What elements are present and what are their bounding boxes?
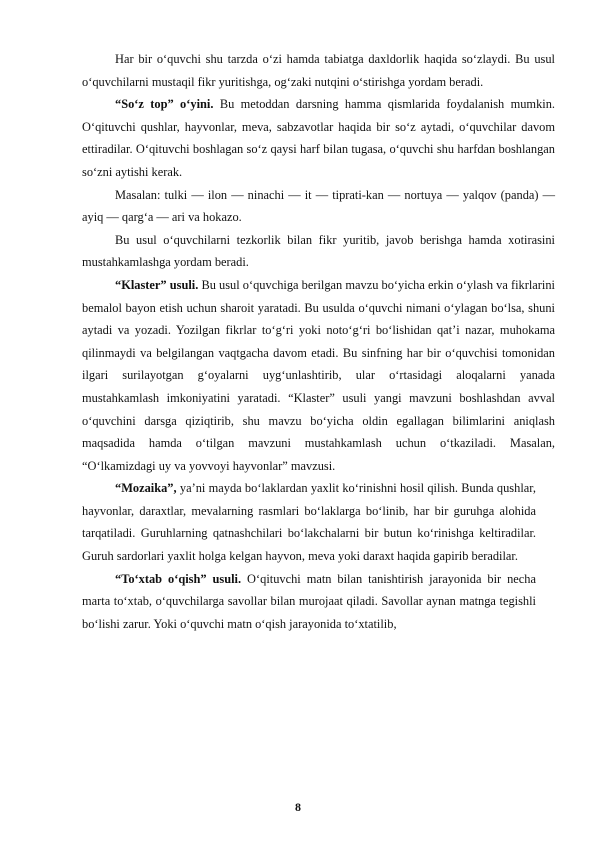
paragraph-4-text: Bu usul o‘quvchilarni tezkorlik bilan fikr yuritib, javob berishga hamda xotirasini mustahkamlashga yordam beradi. [82,232,555,270]
paragraph-soz-top [82,93,555,183]
paragraph-example-text: Masalan: tulki — ilon — ninachi — it — tiprati-kan — nortuya — yalqov (panda) — ayiq — qarg‘a — ari va hokazo. [82,187,555,225]
paragraph-toxtab-oqish-text: O‘qituvchi matn bilan tanishtirish jarayonida bir necha marta to‘xtab, o‘quvchilarga savollar bilan murojaat qiladi. Savollar aynan matnga tegishli bo‘lishi zarur. Yoki o‘quvchi matn o‘qish jarayonida to‘xtatilib, [82,571,536,631]
paragraph-klaster [82,274,555,477]
paragraph-example [82,184,555,229]
document-page [82,48,555,635]
paragraph-1-text: Har bir o‘quvchi shu tarzda o‘zi hamda tabiatga daxldorlik haqida so‘zlaydi. Bu usul o‘quvchilarni mustaqil fikr yuritishga, og‘zaki nutqini o‘stirishga yordam beradi. [82,52,555,89]
paragraph-toxtab-oqish [82,568,536,636]
paragraph-mozaika-term: “Mozaika”, [115,481,177,496]
paragraph-mozaika-text: ya’ni mayda bo‘laklardan yaxlit ko‘rinishni hosil qilish. Bunda qushlar, hayvonlar, daraxtlar, mevalarning rasmlari bo‘laklarga bo‘linib, har bir guruhga alohida tarqatiladi. Guruhlarning qatnashchilari bo‘lakchalarni bir butun ko‘rinishga keltiradilar. Guruh sardorlari yaxlit holga kelgan hayvon, meva yoki daraxt haqida gapirib beradilar. [82,481,536,564]
paragraph-toxtab-oqish-term: “To‘xtab o‘qish” usuli. [115,571,242,586]
paragraph-1 [82,48,555,93]
paragraph-klaster-text: Bu usul o‘quvchiga berilgan mavzu bo‘yicha erkin o‘ylash va fikrlarini bemalol bayon etish uchun sharoit yaratadi. Bu usulda o‘quvchi nimani o‘ylagan bo‘lsa, shuni aytadi va yozadi. Yozilgan fikrlar to‘g‘ri yoki noto‘g‘ri bo‘lishidan qat’i nazar, muhokama qilinmaydi va belgilangan vaqtgacha davom etadi. Bu sinfning har bir o‘quvchisi tomonidan ilgari surilayotgan g‘oyalarni uyg‘unlashtirib, ular o‘rtasidagi aloqalarni yanada mustahkamlash imkoniyatini yaratadi. “Klaster” usuli yangi mavzuni boshlashdan avval o‘quvchini darsga qiziqtirib, shu mavzu bo‘yicha oldin egallagan bilimlarini aniqlash maqsadida hamda o‘tilgan mavzuni mustahkamlash uchun o‘tkaziladi. Masalan, “O‘lkamizdagi uy va yovvoyi hayvonlar” mavzusi. [82,277,555,473]
page-number: 8 [295,800,301,814]
paragraph-soz-top-text: Bu metoddan darsning hamma qismlarida foydalanish mumkin. O‘qituvchi qushlar, hayvonlar, meva, sabzavotlar haqida bir so‘z aytadi, o‘quvchilar davom ettiradilar. O‘qituvchi boshlagan so‘z qaysi harf bilan tugasa, o‘quvchi shu harfdan boshlangan so‘zni aytishi kerak. [82,97,555,179]
paragraph-klaster-term: “Klaster” usuli. [115,277,199,292]
paragraph-4 [82,229,555,274]
paragraph-mozaika [82,477,536,567]
paragraph-soz-top-term: “So‘z top” o‘yini. [115,97,214,112]
